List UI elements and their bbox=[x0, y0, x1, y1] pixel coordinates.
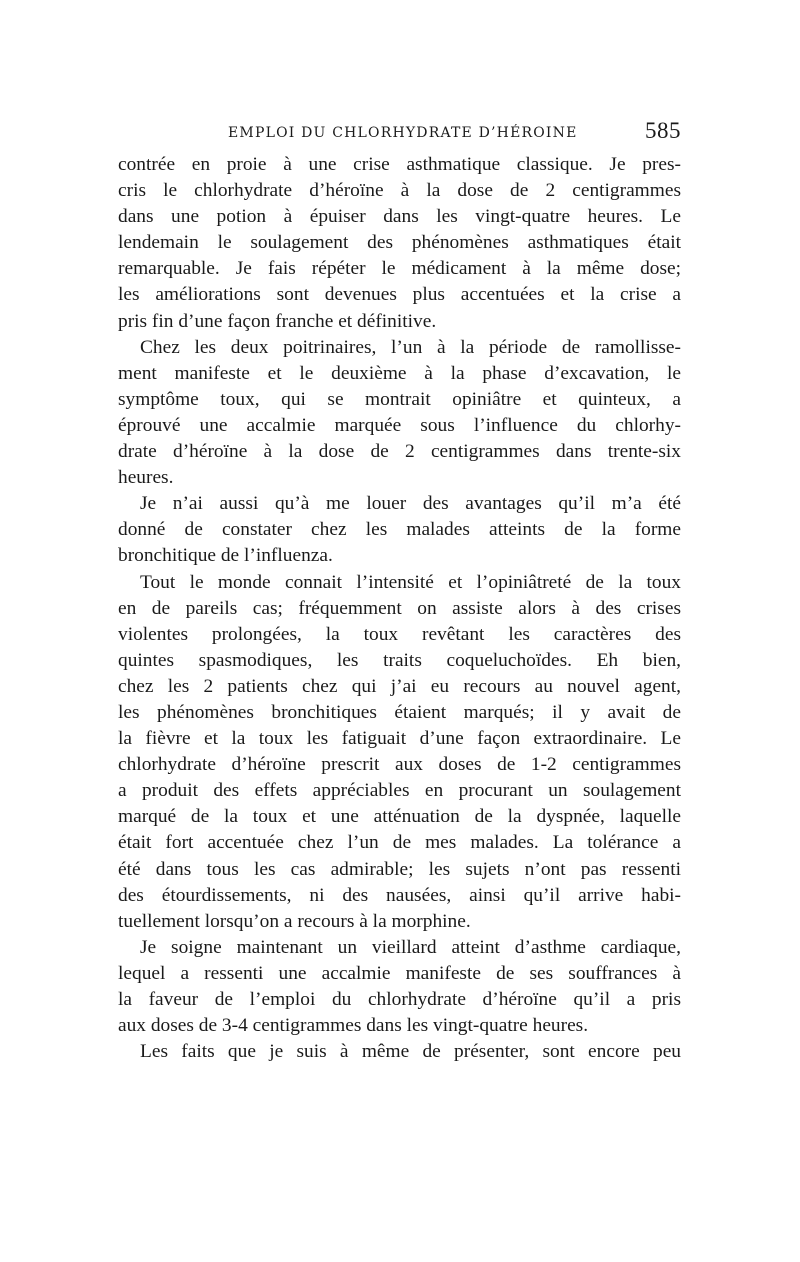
text-line: Chez les deux poitrinaires, l’un à la période de ramollisse- bbox=[140, 336, 681, 358]
text-line: contrée en proie à une crise asthmatique classique. Je pres- bbox=[118, 154, 681, 175]
text-line: les améliorations sont devenues plus accentuées et la crise a bbox=[118, 284, 681, 306]
text-line: les phénomènes bronchitiques étaient marqués; il y avait de bbox=[118, 701, 681, 723]
text-line: violentes prolongées, la toux revêtant les caractères des bbox=[118, 623, 681, 645]
paragraph bbox=[118, 152, 681, 335]
text-line: des étourdissements, ni des nausées, ainsi qu’il arrive habi- bbox=[118, 884, 681, 906]
text-line: marqué de la toux et une atténuation de la dyspnée, laquelle bbox=[118, 806, 681, 828]
paragraph bbox=[118, 935, 681, 1039]
text-line: drate d’héroïne à la dose de 2 centigrammes dans trente-six bbox=[118, 441, 681, 463]
text-line: éprouvé une accalmie marquée sous l’influence du chlorhy- bbox=[118, 414, 681, 436]
paragraph bbox=[118, 491, 681, 569]
text-line: bronchitique de l’influenza. bbox=[118, 545, 333, 567]
text-line: pris fin d’une façon franche et définitive. bbox=[118, 310, 437, 332]
text-line: était fort accentuée chez l’un de mes malades. La tolérance a bbox=[118, 832, 681, 854]
text-line: ment manifeste et le deuxième à la phase d’excavation, le bbox=[118, 362, 681, 384]
body-text bbox=[118, 152, 681, 1065]
paragraph bbox=[118, 570, 681, 935]
text-line: en de pareils cas; fréquemment on assiste alors à des crises bbox=[118, 597, 681, 619]
text-line: été dans tous les cas admirable; les sujets n’ont pas ressenti bbox=[118, 858, 681, 880]
text-line: quintes spasmodiques, les traits coqueluchoïdes. Eh bien, bbox=[118, 649, 681, 671]
text-line: symptôme toux, qui se montrait opiniâtre et quinteux, a bbox=[118, 388, 681, 410]
text-line: Je n’ai aussi qu’à me louer des avantages qu’il m’a été bbox=[140, 493, 681, 515]
text-line: lequel a ressenti une accalmie manifeste de ses souffrances à bbox=[118, 962, 681, 984]
text-line: la faveur de l’emploi du chlorhydrate d’héroïne qu’il a pris bbox=[118, 989, 681, 1010]
text-line: a produit des effets appréciables en procurant un soulagement bbox=[118, 780, 681, 802]
text-line: donné de constater chez les malades atteints de la forme bbox=[118, 519, 681, 541]
running-title: EMPLOI DU CHLORHYDRATE D’HÉROINE bbox=[228, 125, 578, 141]
text-line: cris le chlorhydrate d’héroïne à la dose de 2 centigrammes bbox=[118, 180, 681, 202]
paragraph bbox=[118, 1039, 681, 1065]
text-line: chlorhydrate d’héroïne prescrit aux doses de 1-2 centigrammes bbox=[118, 754, 681, 776]
text-line: tuellement lorsqu’on a recours à la morphine. bbox=[118, 910, 471, 932]
text-line: dans une potion à épuiser dans les vingt-quatre heures. Le bbox=[118, 206, 681, 228]
text-line: aux doses de 3-4 centigrammes dans les vingt-quatre heures. bbox=[118, 1015, 589, 1037]
running-head bbox=[118, 118, 681, 148]
book-page bbox=[118, 118, 681, 1065]
text-line: chez les 2 patients chez qui j’ai eu recours au nouvel agent, bbox=[118, 675, 681, 697]
paragraph bbox=[118, 335, 681, 492]
page-number: 585 bbox=[645, 118, 681, 143]
text-line: remarquable. Je fais répéter le médicament à la même dose; bbox=[118, 258, 681, 280]
text-line: la fièvre et la toux les fatiguait d’une façon extraordinaire. Le bbox=[118, 728, 681, 750]
text-line: Les faits que je suis à même de présenter, sont encore peu bbox=[140, 1041, 681, 1063]
text-line: lendemain le soulagement des phénomènes asthmatiques était bbox=[118, 232, 681, 254]
text-line: Je soigne maintenant un vieillard atteint d’asthme cardiaque, bbox=[140, 936, 681, 958]
text-line: heures. bbox=[118, 467, 174, 489]
text-line: Tout le monde connait l’intensité et l’opiniâtreté de la toux bbox=[140, 571, 681, 593]
